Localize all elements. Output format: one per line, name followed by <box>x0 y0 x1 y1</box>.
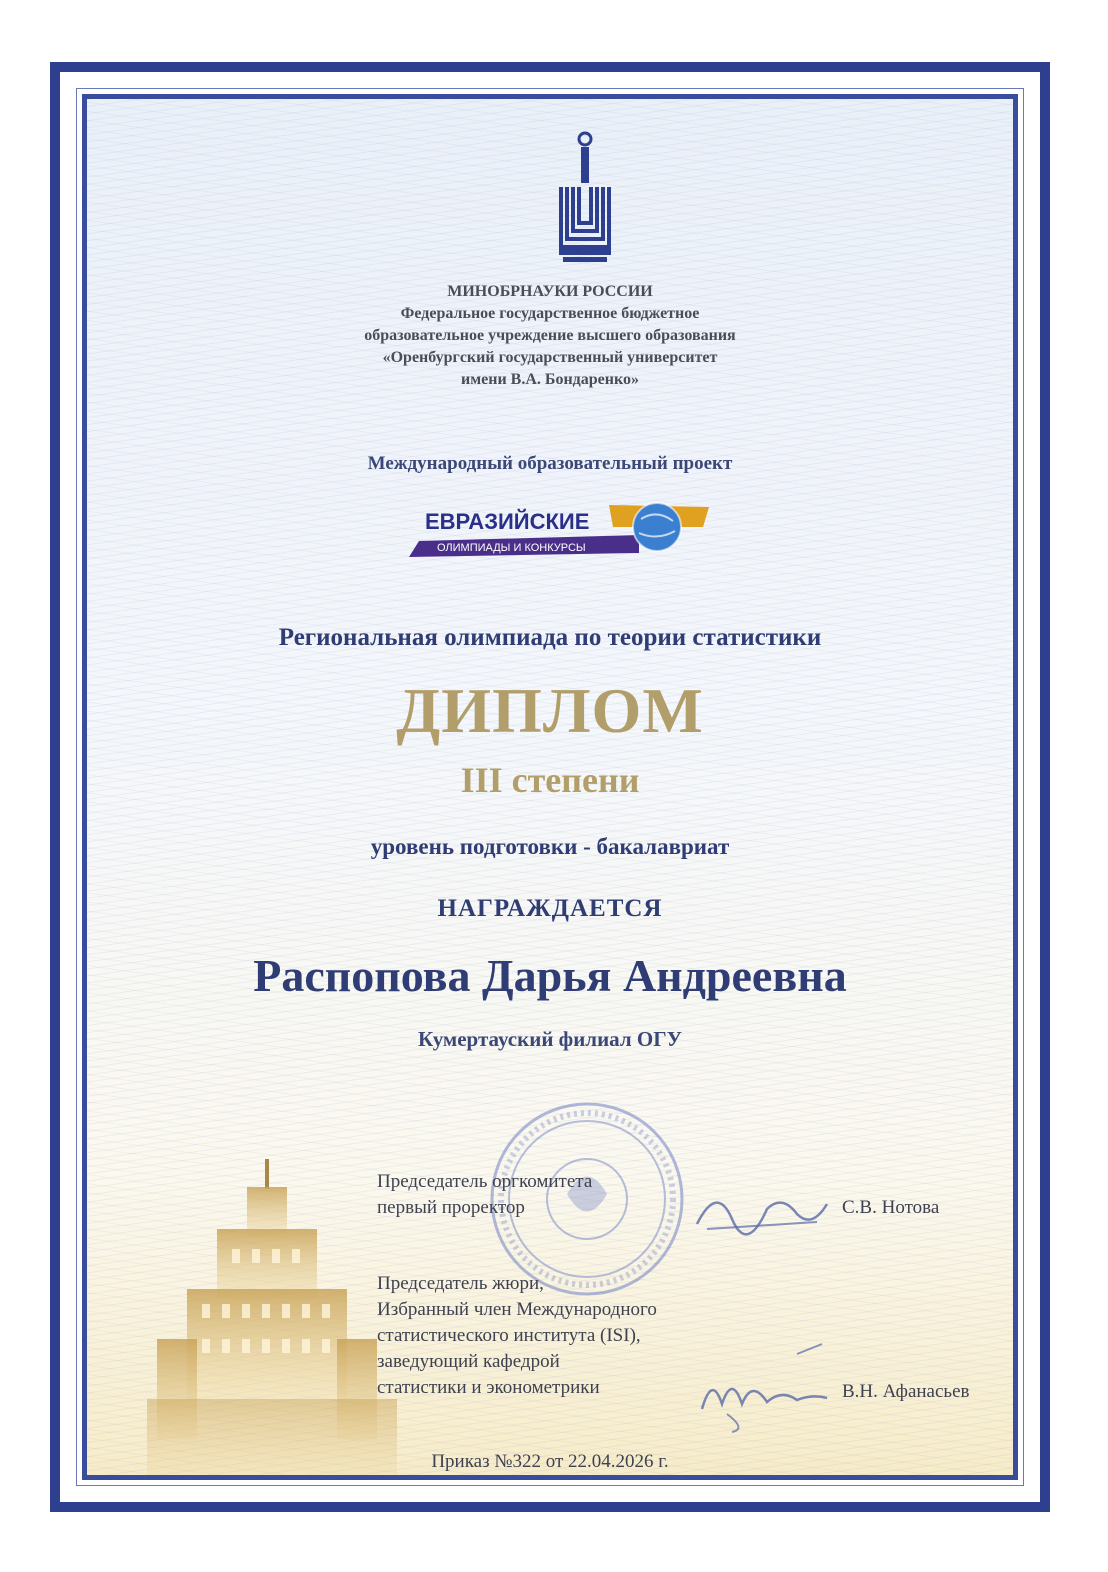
signatory-2-name: В.Н. Афанасьев <box>842 1381 970 1402</box>
signatory-1-title <box>377 1169 592 1221</box>
signature-2-icon <box>687 1334 837 1434</box>
ministry-name: МИНОБРНАУКИ РОССИИ <box>447 283 653 300</box>
header-line-4: имени В.А. Бондаренко» <box>461 371 639 388</box>
training-level: уровень подготовки - бакалавриат <box>370 834 730 859</box>
signatory-2-title <box>377 1271 657 1401</box>
header-line-3: «Оренбургский государственный университет <box>382 349 718 366</box>
signature-1-icon <box>687 1174 837 1244</box>
diploma-frame-outer <box>50 62 1050 1512</box>
header-line-2: образовательное учреждение высшего образования <box>364 327 736 344</box>
logo-sub-text: ОЛИМПИАДЫ И КОНКУРСЫ <box>437 542 586 554</box>
diploma-degree: III степени <box>460 760 640 800</box>
building-illustration-icon <box>147 1159 397 1480</box>
olympiad-title: Региональная олимпиада по теории статистики <box>278 624 822 651</box>
header-line-1: Федеральное государственное бюджетное <box>400 305 700 322</box>
signatory-2-line-1: Председатель жюри, <box>377 1273 544 1294</box>
signatory-2-line-2: Избранный член Международного <box>377 1299 657 1320</box>
signatory-2-line-4: заведующий кафедрой <box>377 1351 560 1372</box>
signatory-1-line-1: Председатель оргкомитета <box>377 1171 593 1192</box>
diploma-frame-inner <box>82 94 1018 1480</box>
project-title: Международный образовательный проект <box>367 453 733 474</box>
signatory-1-name: С.В. Нотова <box>842 1197 940 1218</box>
diploma-title: ДИПЛОМ <box>396 675 704 746</box>
order-reference: Приказ №322 от 22.04.2026 г. <box>431 1451 669 1472</box>
eurasian-olympiads-logo <box>409 501 709 557</box>
awarded-label: НАГРАЖДАЕТСЯ <box>437 895 663 922</box>
diploma-content <box>87 99 1013 1475</box>
signatory-2-line-3: статистического института (ISI), <box>377 1325 641 1346</box>
recipient-name: Распопова Дарья Андреевна <box>253 950 847 1001</box>
logo-main-text: ЕВРАЗИЙСКИЕ <box>425 509 590 534</box>
signatory-1-line-2: первый проректор <box>377 1197 525 1218</box>
university-logo-icon <box>555 127 615 267</box>
signatory-2-line-5: статистики и эконометрики <box>377 1377 600 1398</box>
recipient-branch: Кумертауский филиал ОГУ <box>417 1027 683 1051</box>
